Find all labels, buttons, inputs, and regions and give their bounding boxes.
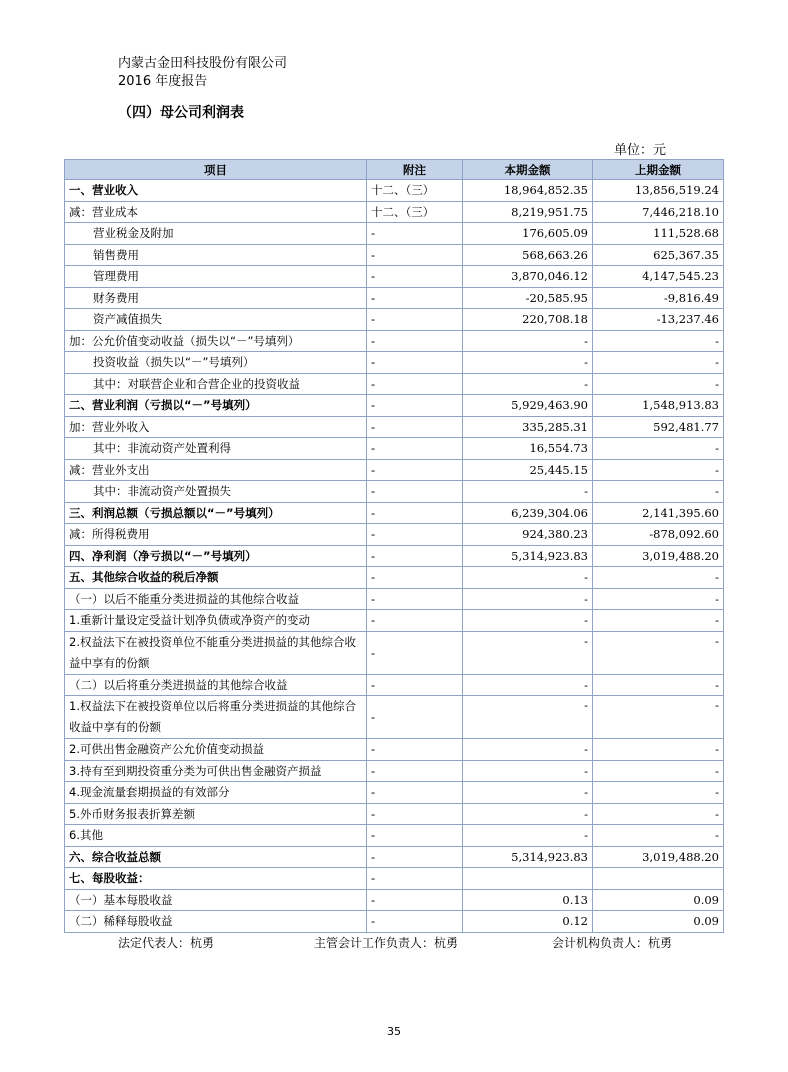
row-prior-amount: - bbox=[593, 782, 724, 804]
table-row bbox=[65, 330, 724, 352]
row-note: - bbox=[367, 502, 463, 524]
table-row bbox=[65, 588, 724, 610]
row-current-amount: - bbox=[463, 803, 593, 825]
row-item-label: 加：营业外收入 bbox=[65, 416, 367, 438]
row-note: - bbox=[367, 545, 463, 567]
accounting-department-head: 会计机构负责人：杭勇 bbox=[552, 936, 673, 950]
row-item-label: 其中：非流动资产处置损失 bbox=[65, 481, 367, 503]
row-prior-amount: - bbox=[593, 825, 724, 847]
row-current-amount: - bbox=[463, 631, 593, 674]
row-note: - bbox=[367, 825, 463, 847]
table-row bbox=[65, 868, 724, 890]
row-prior-amount bbox=[593, 868, 724, 890]
row-item-label: 管理费用 bbox=[65, 266, 367, 288]
table-row bbox=[65, 223, 724, 245]
page-number: 35 bbox=[387, 1025, 401, 1038]
row-note: - bbox=[367, 330, 463, 352]
row-current-amount: 176,605.09 bbox=[463, 223, 593, 245]
row-note: - bbox=[367, 567, 463, 589]
row-note: - bbox=[367, 868, 463, 890]
row-current-amount: 924,380.23 bbox=[463, 524, 593, 546]
row-note: - bbox=[367, 352, 463, 374]
row-item-label: 减：营业外支出 bbox=[65, 459, 367, 481]
section-title: （四）母公司利润表 bbox=[118, 105, 244, 121]
header-prior-amount: 上期金额 bbox=[593, 160, 724, 180]
row-note: - bbox=[367, 911, 463, 933]
row-item-label: 营业税金及附加 bbox=[65, 223, 367, 245]
row-current-amount: - bbox=[463, 567, 593, 589]
report-title: 2016 年度报告 bbox=[118, 74, 208, 89]
row-item-label: 其中：对联营企业和合营企业的投资收益 bbox=[65, 373, 367, 395]
row-current-amount: - bbox=[463, 610, 593, 632]
row-current-amount: 8,219,951.75 bbox=[463, 201, 593, 223]
table-row bbox=[65, 760, 724, 782]
company-name: 内蒙古金田科技股份有限公司 bbox=[118, 56, 288, 71]
row-prior-amount: 13,856,519.24 bbox=[593, 180, 724, 202]
row-item-label: 6.其他 bbox=[65, 825, 367, 847]
table-row bbox=[65, 502, 724, 524]
row-note: - bbox=[367, 524, 463, 546]
row-prior-amount: -9,816.49 bbox=[593, 287, 724, 309]
row-note: - bbox=[367, 373, 463, 395]
row-item-label: 一、营业收入 bbox=[65, 180, 367, 202]
row-item-label: 六、综合收益总额 bbox=[65, 846, 367, 868]
table-row bbox=[65, 287, 724, 309]
row-current-amount: - bbox=[463, 696, 593, 739]
row-current-amount: - bbox=[463, 373, 593, 395]
table-row bbox=[65, 567, 724, 589]
table-row bbox=[65, 373, 724, 395]
row-item-label: 4.现金流量套期损益的有效部分 bbox=[65, 782, 367, 804]
row-item-label: 2.可供出售金融资产公允价值变动损益 bbox=[65, 739, 367, 761]
row-prior-amount: - bbox=[593, 803, 724, 825]
row-current-amount: - bbox=[463, 481, 593, 503]
header-item: 项目 bbox=[65, 160, 367, 180]
table-row bbox=[65, 825, 724, 847]
row-item-label: 减：所得税费用 bbox=[65, 524, 367, 546]
row-current-amount: 6,239,304.06 bbox=[463, 502, 593, 524]
row-prior-amount: - bbox=[593, 438, 724, 460]
row-note: - bbox=[367, 760, 463, 782]
table-row bbox=[65, 631, 724, 674]
table-row bbox=[65, 438, 724, 460]
table-row bbox=[65, 911, 724, 933]
row-prior-amount: 592,481.77 bbox=[593, 416, 724, 438]
row-current-amount bbox=[463, 868, 593, 890]
legal-representative: 法定代表人：杭勇 bbox=[118, 936, 215, 950]
row-prior-amount: 0.09 bbox=[593, 889, 724, 911]
table-row bbox=[65, 739, 724, 761]
row-current-amount: 0.13 bbox=[463, 889, 593, 911]
row-prior-amount: 4,147,545.23 bbox=[593, 266, 724, 288]
row-item-label: 3.持有至到期投资重分类为可供出售金融资产损益 bbox=[65, 760, 367, 782]
table-row bbox=[65, 481, 724, 503]
row-current-amount: - bbox=[463, 674, 593, 696]
table-row bbox=[65, 545, 724, 567]
table-row bbox=[65, 889, 724, 911]
row-note: - bbox=[367, 223, 463, 245]
row-current-amount: 335,285.31 bbox=[463, 416, 593, 438]
row-prior-amount: -878,092.60 bbox=[593, 524, 724, 546]
table-row bbox=[65, 416, 724, 438]
row-current-amount: - bbox=[463, 352, 593, 374]
row-current-amount: - bbox=[463, 825, 593, 847]
row-prior-amount: 1,548,913.83 bbox=[593, 395, 724, 417]
table-row bbox=[65, 696, 724, 739]
row-item-label: 七、每股收益： bbox=[65, 868, 367, 890]
row-item-label: 二、营业利润（亏损以“－”号填列） bbox=[65, 395, 367, 417]
table-row bbox=[65, 674, 724, 696]
table-row bbox=[65, 782, 724, 804]
row-item-label: 销售费用 bbox=[65, 244, 367, 266]
row-current-amount: - bbox=[463, 760, 593, 782]
row-prior-amount: - bbox=[593, 696, 724, 739]
row-current-amount: 5,314,923.83 bbox=[463, 545, 593, 567]
row-item-label: 资产减值损失 bbox=[65, 309, 367, 331]
row-prior-amount: -13,237.46 bbox=[593, 309, 724, 331]
row-current-amount: 5,314,923.83 bbox=[463, 846, 593, 868]
table-row bbox=[65, 846, 724, 868]
row-item-label: 1.权益法下在被投资单位以后将重分类进损益的其他综合收益中享有的份额 bbox=[65, 696, 367, 739]
table-row bbox=[65, 459, 724, 481]
row-prior-amount: 3,019,488.20 bbox=[593, 846, 724, 868]
row-item-label: （一）基本每股收益 bbox=[65, 889, 367, 911]
row-current-amount: - bbox=[463, 330, 593, 352]
row-prior-amount: - bbox=[593, 674, 724, 696]
row-note: - bbox=[367, 481, 463, 503]
row-note: - bbox=[367, 287, 463, 309]
table-row bbox=[65, 309, 724, 331]
row-item-label: 1.重新计量设定受益计划净负债或净资产的变动 bbox=[65, 610, 367, 632]
table-row bbox=[65, 180, 724, 202]
row-note: - bbox=[367, 588, 463, 610]
row-note: - bbox=[367, 846, 463, 868]
row-current-amount: 25,445.15 bbox=[463, 459, 593, 481]
row-prior-amount: - bbox=[593, 739, 724, 761]
header-current-amount: 本期金额 bbox=[463, 160, 593, 180]
row-current-amount: - bbox=[463, 782, 593, 804]
row-prior-amount: - bbox=[593, 567, 724, 589]
table-row bbox=[65, 524, 724, 546]
row-note: 十二、（三） bbox=[367, 180, 463, 202]
row-item-label: 四、净利润（净亏损以“－”号填列） bbox=[65, 545, 367, 567]
row-current-amount: 16,554.73 bbox=[463, 438, 593, 460]
row-prior-amount: - bbox=[593, 459, 724, 481]
row-current-amount: -20,585.95 bbox=[463, 287, 593, 309]
header-note: 附注 bbox=[367, 160, 463, 180]
row-current-amount: 18,964,852.35 bbox=[463, 180, 593, 202]
row-note: - bbox=[367, 889, 463, 911]
row-current-amount: 0.12 bbox=[463, 911, 593, 933]
row-item-label: 投资收益（损失以“－”号填列） bbox=[65, 352, 367, 374]
row-prior-amount: - bbox=[593, 330, 724, 352]
row-note: - bbox=[367, 803, 463, 825]
row-current-amount: 3,870,046.12 bbox=[463, 266, 593, 288]
row-note: - bbox=[367, 782, 463, 804]
row-item-label: （一）以后不能重分类进损益的其他综合收益 bbox=[65, 588, 367, 610]
accounting-head: 主管会计工作负责人：杭勇 bbox=[314, 936, 459, 950]
unit-label: 单位：元 bbox=[614, 143, 667, 158]
row-current-amount: - bbox=[463, 739, 593, 761]
row-note: - bbox=[367, 309, 463, 331]
row-prior-amount: 0.09 bbox=[593, 911, 724, 933]
row-note: - bbox=[367, 696, 463, 739]
row-prior-amount: - bbox=[593, 760, 724, 782]
row-note: - bbox=[367, 266, 463, 288]
row-note: - bbox=[367, 438, 463, 460]
row-note: - bbox=[367, 631, 463, 674]
table-header-row bbox=[65, 160, 724, 180]
row-prior-amount: - bbox=[593, 588, 724, 610]
row-prior-amount: 625,367.35 bbox=[593, 244, 724, 266]
row-item-label: 三、利润总额（亏损总额以“－”号填列） bbox=[65, 502, 367, 524]
row-note: - bbox=[367, 459, 463, 481]
row-prior-amount: 7,446,218.10 bbox=[593, 201, 724, 223]
row-current-amount: 568,663.26 bbox=[463, 244, 593, 266]
row-note: - bbox=[367, 610, 463, 632]
row-item-label: 财务费用 bbox=[65, 287, 367, 309]
table-row bbox=[65, 395, 724, 417]
row-prior-amount: - bbox=[593, 481, 724, 503]
row-prior-amount: - bbox=[593, 610, 724, 632]
row-note: - bbox=[367, 416, 463, 438]
income-statement-table bbox=[64, 159, 724, 933]
row-item-label: 5.外币财务报表折算差额 bbox=[65, 803, 367, 825]
table-row bbox=[65, 201, 724, 223]
row-item-label: 其中：非流动资产处置利得 bbox=[65, 438, 367, 460]
row-item-label: 加：公允价值变动收益（损失以“－”号填列） bbox=[65, 330, 367, 352]
row-prior-amount: - bbox=[593, 373, 724, 395]
row-prior-amount: - bbox=[593, 352, 724, 374]
row-note: 十二、（三） bbox=[367, 201, 463, 223]
table-row bbox=[65, 803, 724, 825]
row-prior-amount: 111,528.68 bbox=[593, 223, 724, 245]
row-item-label: （二）以后将重分类进损益的其他综合收益 bbox=[65, 674, 367, 696]
table-row bbox=[65, 610, 724, 632]
row-item-label: 减：营业成本 bbox=[65, 201, 367, 223]
table-body bbox=[65, 180, 724, 933]
table-row bbox=[65, 244, 724, 266]
row-note: - bbox=[367, 674, 463, 696]
row-prior-amount: 2,141,395.60 bbox=[593, 502, 724, 524]
row-item-label: 2.权益法下在被投资单位不能重分类进损益的其他综合收益中享有的份额 bbox=[65, 631, 367, 674]
row-prior-amount: - bbox=[593, 631, 724, 674]
row-item-label: 五、其他综合收益的税后净额 bbox=[65, 567, 367, 589]
row-current-amount: 5,929,463.90 bbox=[463, 395, 593, 417]
row-note: - bbox=[367, 395, 463, 417]
row-note: - bbox=[367, 739, 463, 761]
table-row bbox=[65, 266, 724, 288]
row-item-label: （二）稀释每股收益 bbox=[65, 911, 367, 933]
row-current-amount: - bbox=[463, 588, 593, 610]
table-row bbox=[65, 352, 724, 374]
row-prior-amount: 3,019,488.20 bbox=[593, 545, 724, 567]
row-note: - bbox=[367, 244, 463, 266]
row-current-amount: 220,708.18 bbox=[463, 309, 593, 331]
